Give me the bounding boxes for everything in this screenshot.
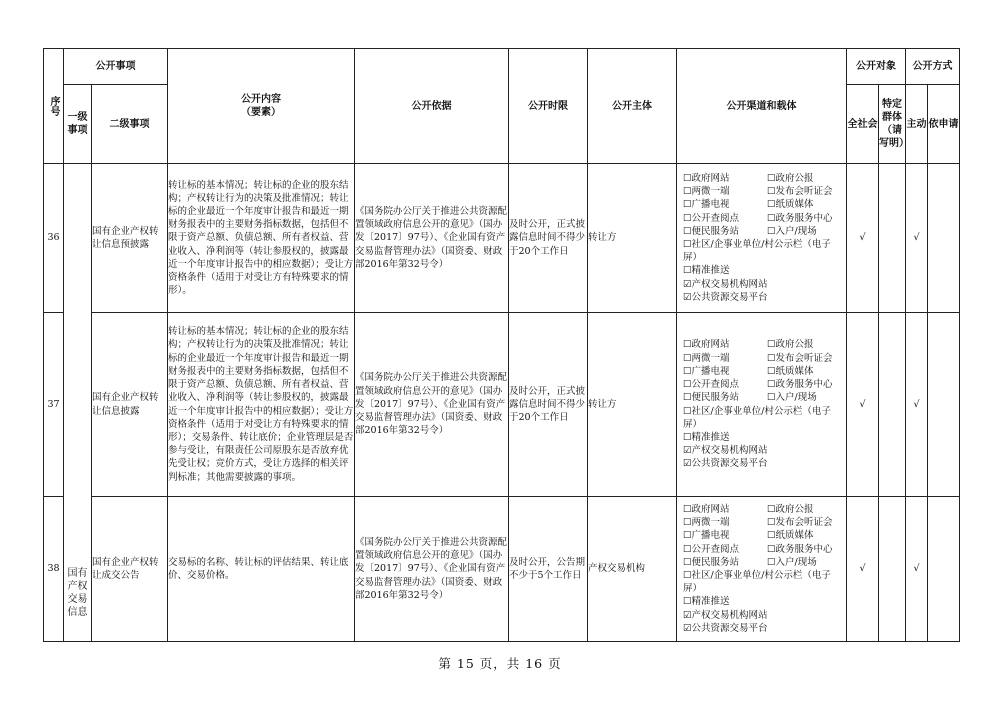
header-subject: 公开主体	[588, 49, 677, 164]
channel-service-center: ☐政务服务中心	[767, 379, 833, 391]
channel-gov-gazette: ☐政府公报	[767, 172, 814, 184]
category-label: 国有产权交易信息	[67, 568, 88, 618]
header-time-limit: 公开时限	[509, 49, 588, 164]
channel-list	[677, 172, 846, 304]
row-basis: 《国务院办公厅关于推进公共资源配置领域政府信息公开的意见》（国办发〔2017〕97号）、《企业国有资产交易监督管理办法》（国资委、财政部2016年第32号令）	[355, 313, 509, 497]
header-specific-group: 特定群体（请写明）	[879, 85, 906, 164]
row-specific	[879, 164, 906, 313]
header-level2: 二级事项	[92, 85, 168, 164]
channel-service-station: ☐便民服务站	[683, 556, 740, 568]
header-all-society: 全社会	[847, 85, 879, 164]
channel-radio-tv: ☐广播电视	[683, 199, 730, 211]
header-content-line1: 公开内容	[241, 94, 281, 105]
channel-service-center: ☐政务服务中心	[767, 212, 833, 224]
header-method: 公开方式	[906, 49, 960, 85]
channel-gov-website: ☐政府网站	[683, 339, 730, 351]
row-seq: 37	[44, 313, 64, 497]
row-active: √	[906, 313, 928, 497]
row-item: 国有企业产权转让信息预披露	[92, 164, 168, 313]
row-channels	[677, 497, 847, 642]
channel-service-station: ☐便民服务站	[683, 225, 740, 237]
row-on-request	[928, 164, 960, 313]
row-time-limit: 及时公开，公告期不少于5个工作日	[509, 497, 588, 642]
row-basis: 《国务院办公厅关于推进公共资源配置领域政府信息公开的意见》（国办发〔2017〕97号）、《企业国有资产交易监督管理办法》（国资委、财政部2016年第32号令）	[355, 164, 509, 313]
channel-gov-website: ☐政府网站	[683, 503, 730, 515]
row-all-society: √	[847, 313, 879, 497]
channel-list	[677, 338, 846, 470]
channel-gov-gazette: ☐政府公报	[767, 503, 814, 515]
channel-push: ☐精准推送	[683, 431, 730, 443]
channel-bulletin: ☐社区/企事业单位/村公示栏（电子屏）	[683, 405, 831, 430]
row-channels	[677, 313, 847, 497]
channel-radio-tv: ☐广播电视	[683, 365, 730, 377]
row-specific	[879, 497, 906, 642]
channel-onsite: ☐入户/现场	[767, 392, 817, 404]
row-active: √	[906, 164, 928, 313]
channel-gov-website: ☐政府网站	[683, 172, 730, 184]
channel-list	[677, 503, 846, 635]
table-row	[44, 164, 960, 313]
header-active: 主动	[906, 85, 928, 164]
channel-push: ☐精准推送	[683, 265, 730, 277]
header-content-line2: （要素）	[241, 107, 281, 118]
channel-exchange-website: ☑产权交易机构网站	[683, 609, 768, 621]
row-all-society: √	[847, 164, 879, 313]
channel-press-hearing: ☐发布会听证会	[767, 517, 833, 529]
row-specific	[879, 313, 906, 497]
channel-wechat-weibo-app: ☐两微一端	[683, 186, 730, 198]
row-subject: 产权交易机构	[588, 497, 677, 642]
row-subject: 转让方	[588, 313, 677, 497]
row-item: 国有企业产权转让成交公告	[92, 497, 168, 642]
header-public-items: 公开事项	[64, 49, 168, 85]
channel-print-media: ☐纸质媒体	[767, 365, 814, 377]
row-subject: 转让方	[588, 164, 677, 313]
row-on-request	[928, 497, 960, 642]
channel-trading-platform: ☑公共资源交易平台	[683, 458, 768, 470]
channel-onsite: ☐入户/现场	[767, 225, 817, 237]
header-level1: 一级事项	[64, 85, 92, 164]
row-seq: 36	[44, 164, 64, 313]
channel-service-station: ☐便民服务站	[683, 392, 740, 404]
channel-push: ☐精准推送	[683, 596, 730, 608]
row-all-society: √	[847, 497, 879, 642]
header-seq: 序号	[44, 49, 64, 164]
channel-onsite: ☐入户/现场	[767, 556, 817, 568]
row-time-limit: 及时公开，正式披露信息时间不得少于20个工作日	[509, 313, 588, 497]
header-basis: 公开依据	[355, 49, 509, 164]
row-on-request	[928, 313, 960, 497]
channel-press-hearing: ☐发布会听证会	[767, 352, 833, 364]
channel-bulletin: ☐社区/企事业单位/村公示栏（电子屏）	[683, 239, 831, 264]
channel-print-media: ☐纸质媒体	[767, 199, 814, 211]
channel-public-reading: ☐公开查阅点	[683, 379, 740, 391]
channel-print-media: ☐纸质媒体	[767, 530, 814, 542]
row-basis: 《国务院办公厅关于推进公共资源配置领域政府信息公开的意见》（国办发〔2017〕97号）、《企业国有资产交易监督管理办法》（国资委、财政部2016年第32号令）	[355, 497, 509, 642]
channel-service-center: ☐政务服务中心	[767, 543, 833, 555]
category-cell	[64, 164, 92, 642]
table-row	[44, 497, 960, 642]
channel-trading-platform: ☑公共资源交易平台	[683, 291, 768, 303]
row-content: 转让标的基本情况；转让标的企业的股东结构；产权转让行为的决策及批准情况；转让标的企业最近一个年度审计报告和最近一期财务报表中的主要财务指标数据，包括但不限于资产总额、负债总额、所有者权益、营业收入、净利润等（转让参股权的，披露最近一个年度审计报告中的相应数据）；受让方资格条件（适用于对受让方有特殊要求的情形）；交易条件、转让底价；企业管理层是否参与受让，有限责任公司原股东是否放弃优先受让权；竞价方式，受让方选择的相关评判标准；其他需要披露的事项。	[168, 313, 355, 497]
channel-wechat-weibo-app: ☐两微一端	[683, 352, 730, 364]
header-audience: 公开对象	[847, 49, 906, 85]
channel-public-reading: ☐公开查阅点	[683, 212, 740, 224]
table-row	[44, 313, 960, 497]
row-content: 交易标的名称、转让标的评估结果、转让底价、交易价格。	[168, 497, 355, 642]
page-footer: 第 15 页，共 16 页	[438, 656, 562, 671]
channel-gov-gazette: ☐政府公报	[767, 339, 814, 351]
disclosure-table	[43, 48, 960, 642]
header-on-request: 依申请	[928, 85, 960, 164]
row-active: √	[906, 497, 928, 642]
row-seq: 38	[44, 497, 64, 642]
channel-public-reading: ☐公开查阅点	[683, 543, 740, 555]
channel-press-hearing: ☐发布会听证会	[767, 186, 833, 198]
row-time-limit: 及时公开，正式披露信息时间不得少于20个工作日	[509, 164, 588, 313]
row-item: 国有企业产权转让信息披露	[92, 313, 168, 497]
header-channels: 公开渠道和载体	[677, 49, 847, 164]
channel-bulletin: ☐社区/企事业单位/村公示栏（电子屏）	[683, 570, 831, 595]
header-content	[168, 49, 355, 164]
channel-exchange-website: ☑产权交易机构网站	[683, 278, 768, 290]
channel-radio-tv: ☐广播电视	[683, 530, 730, 542]
row-channels	[677, 164, 847, 313]
channel-exchange-website: ☑产权交易机构网站	[683, 445, 768, 457]
channel-trading-platform: ☑公共资源交易平台	[683, 622, 768, 634]
channel-wechat-weibo-app: ☐两微一端	[683, 517, 730, 529]
row-content: 转让标的基本情况；转让标的企业的股东结构；产权转让行为的决策及批准情况；转让标的企业最近一个年度审计报告和最近一期财务报表中的主要财务指标数据，包括但不限于资产总额、负债总额、所有者权益、营业收入、净利润等（转让参股权的，披露最近一个年度审计报告中的相应数据）；受让方资格条件（适用于对受让方有特殊要求的情形）。	[168, 164, 355, 313]
